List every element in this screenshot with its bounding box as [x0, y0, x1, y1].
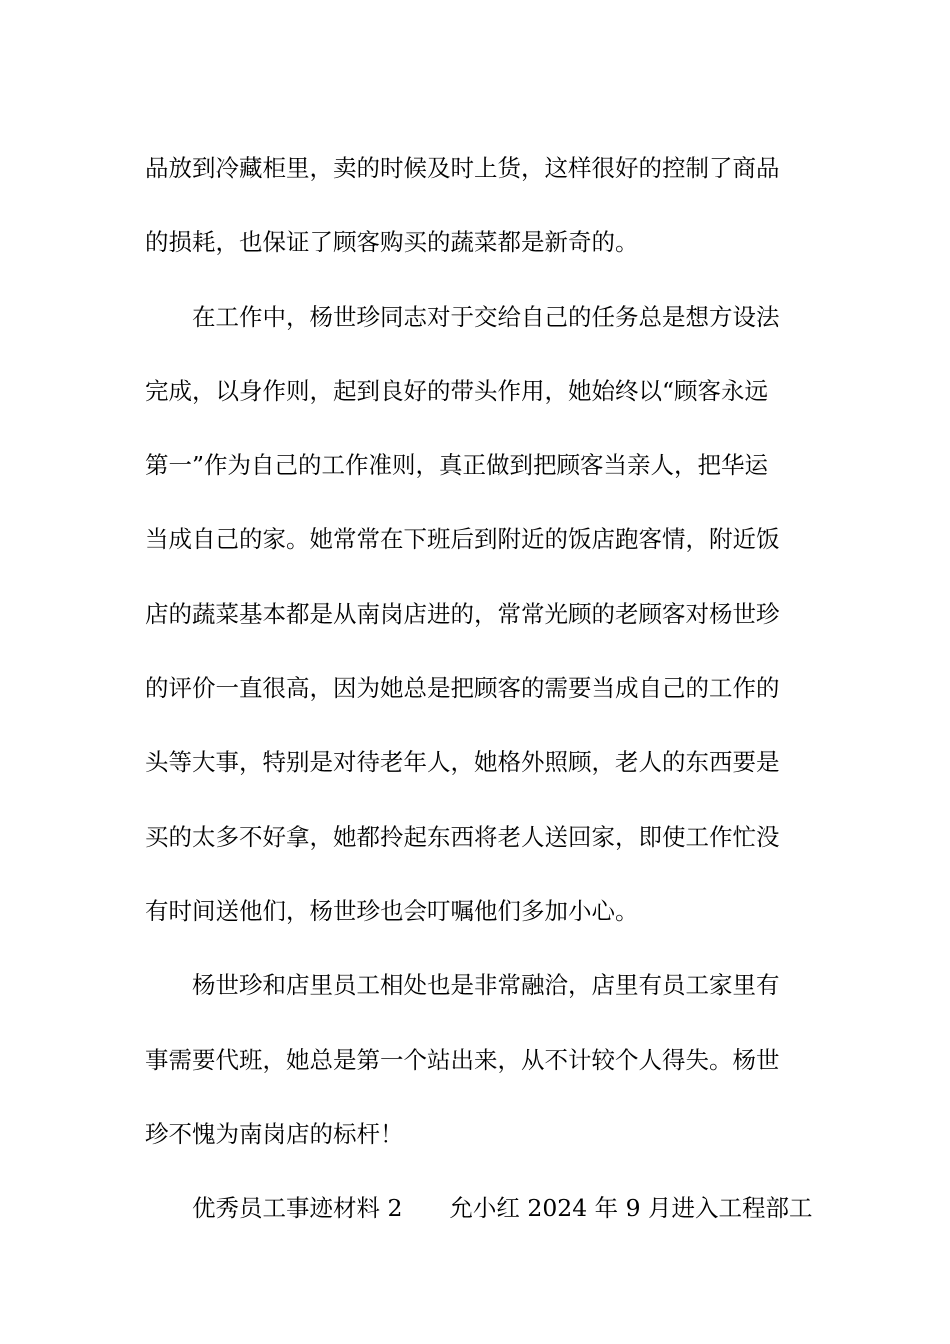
text-line: 头等大事，特别是对待老年人，她格外照顾，老人的东西要是	[145, 748, 780, 777]
text-line: 买的太多不好拿，她都拎起东西将老人送回家，即使工作忙没	[145, 822, 780, 851]
text-line: 珍不愧为南岗店的标杆！	[145, 1119, 404, 1148]
text-line: 事需要代班，她总是第一个站出来，从不计较个人得失。杨世	[145, 1045, 780, 1074]
text-line: 品放到冷藏柜里，卖的时候及时上货，这样很好的控制了商品	[145, 154, 780, 182]
text-line: 在工作中，杨世珍同志对于交给自己的任务总是想方设法	[192, 302, 780, 331]
text-line: 当成自己的家。她常常在下班后到附近的饭店跑客情，附近饭	[145, 525, 780, 554]
text-line: 优秀员工事迹材料 2 允小红 2024 年 9 月进入工程部工	[192, 1194, 813, 1223]
paragraph-2	[145, 280, 810, 949]
text-line: 有时间送他们，杨世珍也会叮嘱他们多加小心。	[145, 896, 639, 925]
text-line: 的评价一直很高，因为她总是把顾客的需要当成自己的工作的	[145, 674, 780, 703]
text-line: 完成，以身作则，起到良好的带头作用，她始终以“顾客永远	[145, 376, 769, 405]
text-line: 店的蔬菜基本都是从南岗店进的，常常光顾的老顾客对杨世珍	[145, 599, 780, 628]
paragraph-3	[145, 948, 810, 1171]
document-body	[145, 131, 813, 1245]
paragraph-1	[145, 131, 810, 280]
paragraph-4	[145, 1171, 813, 1245]
text-line: 第一”作为自己的工作准则，真正做到把顾客当亲人，把华运	[145, 451, 769, 480]
text-line: 杨世珍和店里员工相处也是非常融洽，店里有员工家里有	[192, 971, 780, 1000]
text-line: 的损耗，也保证了顾客购买的蔬菜都是新奇的。	[145, 228, 639, 257]
